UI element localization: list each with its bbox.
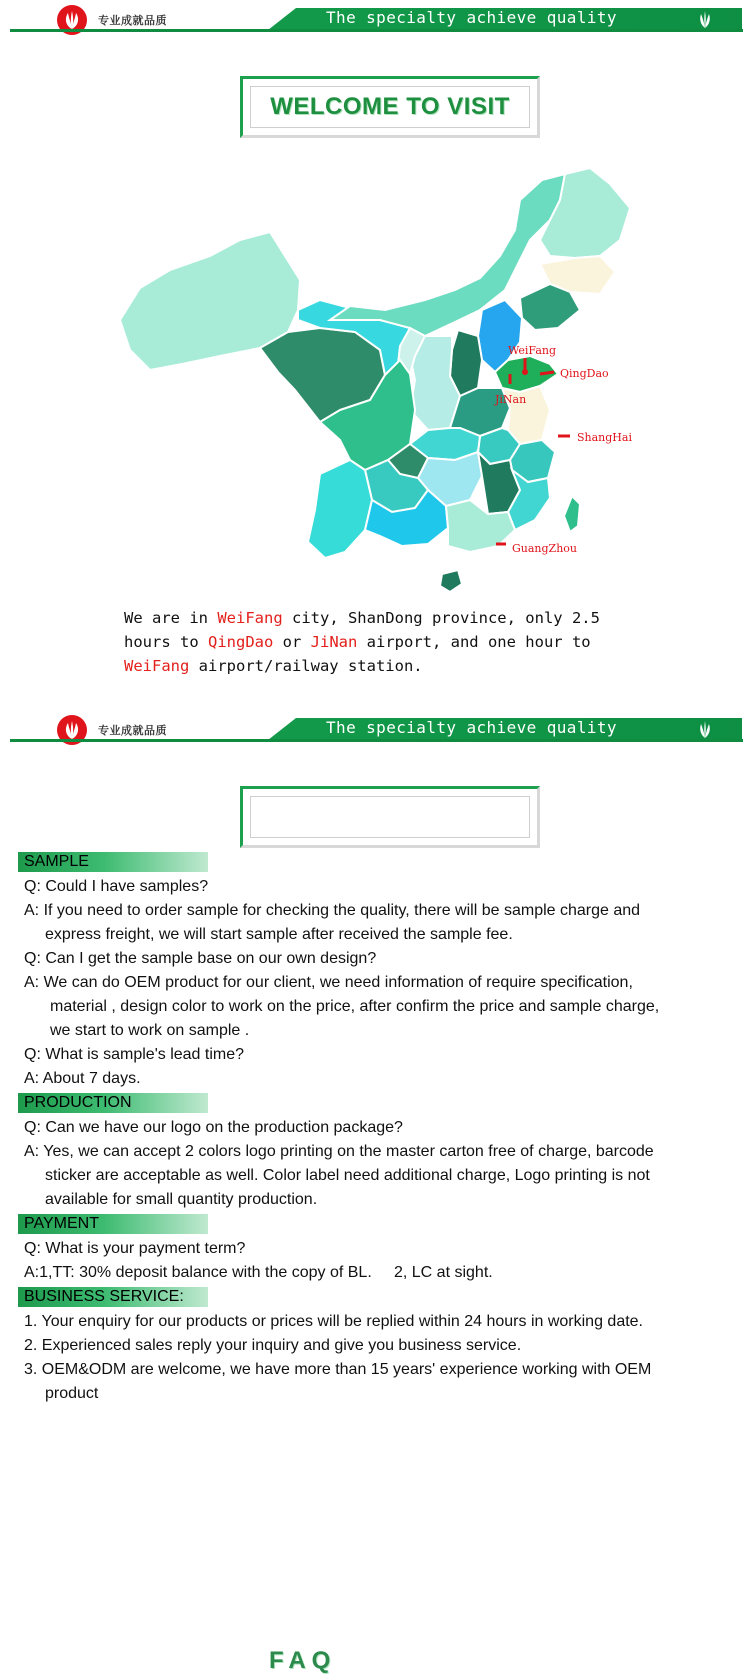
region-hainan [440, 570, 462, 592]
section-heading-production: PRODUCTION [18, 1093, 208, 1113]
china-map [110, 160, 640, 600]
service-item: 1. Your enquiry for our products or prices will be replied within 24 hours in working date. [24, 1313, 643, 1330]
faq-answer: we start to work on sample . [50, 1022, 250, 1039]
faq-answer: A: Yes, we can accept 2 colors logo printing on the master carton free of charge, barcode [24, 1143, 654, 1160]
faq-question: Q: What is sample's lead time? [24, 1046, 245, 1063]
brand-slogan-cn: 专业成就品质 [98, 724, 167, 737]
faq-question: Q: Could I have samples? [24, 878, 209, 895]
header-divider [10, 739, 743, 742]
faq-answer: express freight, we will start sample after received the sample fee. [45, 926, 513, 943]
faq-question: Q: Can we have our logo on the production package? [24, 1119, 403, 1136]
label-jinan: JiNan [495, 393, 527, 406]
section-heading-payment: PAYMENT [18, 1214, 208, 1234]
service-item: 3. OEM&ODM are welcome, we have more than 15 years' experience working with OEM [24, 1361, 652, 1378]
label-weifang: WeiFang [508, 344, 557, 357]
leaf-icon [694, 8, 716, 30]
label-qingdao: QingDao [560, 367, 609, 380]
label-guangzhou: GuangZhou [512, 542, 577, 555]
location-text: We are in WeiFang city, ShanDong province, only 2.5 hours to QingDao or JiNan airport, and one hour to WeiFang airport/railway station. [124, 609, 600, 675]
faq-answer: A: If you need to order sample for checking the quality, there will be sample charge and [24, 902, 641, 919]
faq-section [18, 850, 738, 1406]
faq-answer: A: We can do OEM product for our client, we need information of require specification, [24, 974, 633, 991]
faq-answer: A:1,TT: 30% deposit balance with the copy of BL. 2, LC at sight. [24, 1264, 493, 1281]
faq-answer: available for small quantity production. [45, 1191, 318, 1208]
section-heading-sample: SAMPLE [18, 852, 208, 872]
leaf-icon [694, 718, 716, 740]
section-heading-business: BUSINESS SERVICE: [18, 1287, 208, 1307]
header-band [0, 0, 751, 42]
faq-question: Q: What is your payment term? [24, 1240, 246, 1257]
service-item: product [45, 1385, 99, 1402]
header-band-2 [0, 710, 751, 752]
faq-answer: sticker are acceptable as well. Color label need additional charge, Logo printing is not [45, 1167, 650, 1184]
header-divider [10, 29, 743, 32]
header-tagline: The specialty achieve quality [326, 8, 617, 27]
faq-answer: A: About 7 days. [24, 1070, 141, 1087]
welcome-title: WELCOME TO VISIT [270, 93, 510, 120]
label-shanghai: ShangHai [577, 431, 632, 444]
region-taiwan [564, 496, 580, 532]
faq-answer: material , design color to work on the price, after confirm the price and sample charge, [50, 998, 660, 1015]
service-item: 2. Experienced sales reply your inquiry and give you business service. [24, 1337, 522, 1354]
region-yunnan [308, 460, 372, 558]
faq-question: Q: Can I get the sample base on our own design? [24, 950, 377, 967]
faq-title: FAQ [269, 1647, 337, 1674]
welcome-title-box [240, 76, 540, 138]
header-tagline: The specialty achieve quality [326, 718, 617, 737]
brand-slogan-cn: 专业成就品质 [98, 14, 167, 27]
